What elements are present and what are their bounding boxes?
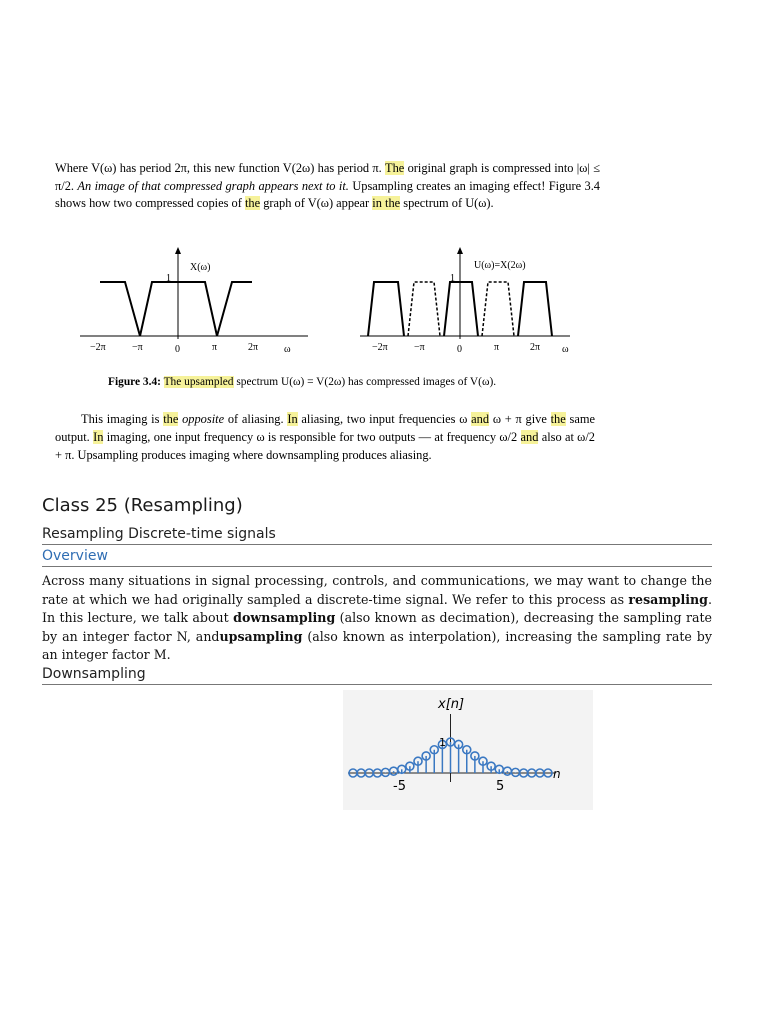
overview-heading: Overview [42,548,712,567]
right-spectrum-plot [360,247,570,355]
left-one: 1 [166,273,171,284]
right-tick-3: 0 [457,344,462,355]
right-tick-2: −π [414,342,425,353]
figure-caption: Figure 3.4: The upsampled spectrum U(ω) = V(2ω) has compressed images of V(ω). [108,376,497,388]
right-omega: ω [562,344,569,355]
scanned-paragraph-2: This imaging is the opposite of aliasing. In aliasing, two input frequencies ω and ω + π give the same output. In imaging, one input frequency ω is responsible for two outputs — at frequency ω/2 and also at ω/2 + π. Upsampling produces imaging where downsampling produces aliasing. [55,412,595,462]
stem-plot-svg [343,690,593,810]
right-tick-1: −2π [372,342,388,353]
stem-pos5: 5 [496,779,505,794]
class-title: Class 25 (Resampling) [42,495,243,516]
stem-neg5: -5 [393,779,406,794]
left-tick-5: 2π [248,342,259,353]
right-ylabel: U(ω)=X(2ω) [474,260,526,271]
right-one: 1 [450,273,455,284]
stem-plot [343,690,593,810]
right-tick-4: π [494,342,500,353]
left-tick-3: 0 [175,344,180,355]
left-tick-2: −π [132,342,143,353]
spectrum-figures [60,244,600,362]
left-tick-1: −2π [90,342,106,353]
left-spectrum-plot [80,247,308,355]
section-title: Resampling Discrete-time signals [42,526,712,545]
left-tick-4: π [212,342,218,353]
overview-paragraph: Across many situations in signal processing, controls, and communications, we may want to change the rate at which we had originally sampled a discrete-time signal. We refer to this process as resampling. In this lecture, we talk about downsampling (also known as decimation), decreasing the sampling rate by an integer factor N, andupsampling (also known as interpolation), increasing the sampling rate by an integer factor M. [42,573,712,662]
stem-n-label: n [553,767,561,781]
right-tick-5: 2π [530,342,541,353]
stem-one: 1 [439,736,446,749]
figure-3-4 [60,244,600,362]
stem-title: x[n] [438,697,465,712]
scanned-paragraph-1: Where V(ω) has period 2π, this new function V(2ω) has period π. The original graph is compressed into |ω| ≤ π/2. An image of that compressed graph appears next to it. Upsampling creates an imaging effect! Figure 3.4 shows how two compressed copies of the graph of V(ω) appear in the spectrum of U(ω). [55,161,600,210]
downsampling-heading: Downsampling [42,666,712,685]
left-ylabel: X(ω) [190,262,211,273]
left-omega: ω [284,344,291,355]
